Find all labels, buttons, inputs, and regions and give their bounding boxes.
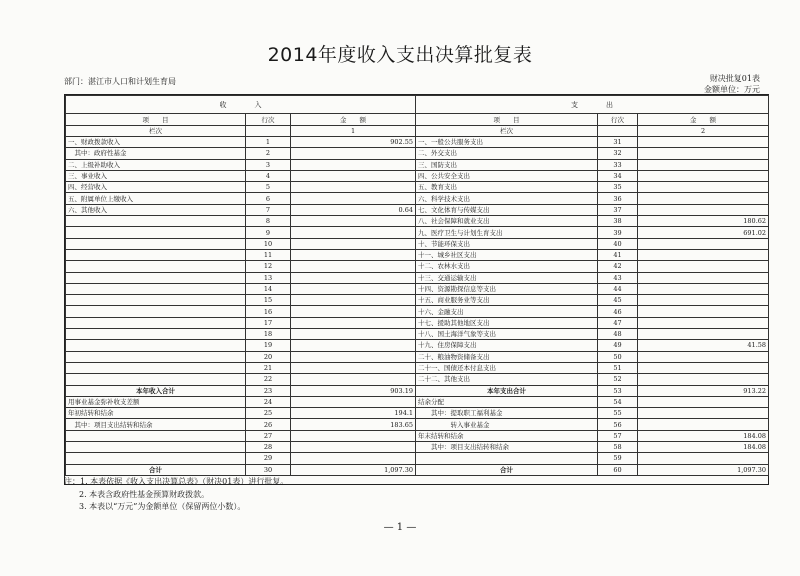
expenditure-row-item: 其中：项目支出结转和结余 [416,442,598,453]
income-row-amount [291,430,416,441]
expenditure-col-item: 项 目 [416,114,598,126]
expenditure-row-line: 35 [598,182,638,193]
income-row-item: 一、财政拨款收入 [66,137,246,148]
expenditure-col-index-value: 2 [638,126,769,137]
page-number: — 1 — [383,522,417,533]
budget-approval-table [64,94,769,485]
expenditure-row [416,182,769,193]
expenditure-row [416,137,769,148]
income-row-item [66,227,246,238]
income-row-item [66,442,246,453]
income-row-item [66,295,246,306]
income-row-line: 29 [246,453,291,464]
expenditure-row-amount [638,159,769,170]
expenditure-row-amount: 184.08 [638,430,769,441]
income-row [66,238,416,249]
expenditure-rows [416,137,769,476]
income-row-line: 28 [246,442,291,453]
income-row-line: 10 [246,238,291,249]
note-2: 2. 本表含政府性基金预算财政拨款。 [79,489,210,499]
expenditure-row-amount [638,408,769,419]
income-row [66,329,416,340]
income-row-amount [291,442,416,453]
expenditure-row-item: 二十一、国债还本付息支出 [416,362,598,373]
expenditure-row-item: 十三、交通运输支出 [416,272,598,283]
expenditure-row-amount: 184.08 [638,442,769,453]
income-row-item: 用事业基金弥补收支差额 [66,396,246,407]
income-row-line: 22 [246,374,291,385]
income-row-line: 7 [246,204,291,215]
expenditure-row-item: 合计 [416,464,598,475]
expenditure-table [415,95,769,476]
expenditure-row-item: 二十二、其他支出 [416,374,598,385]
expenditure-row-amount [638,148,769,159]
income-row [66,351,416,362]
income-row [66,362,416,373]
expenditure-row-item: 五、教育支出 [416,182,598,193]
expenditure-row-line: 39 [598,227,638,238]
expenditure-row-line: 36 [598,193,638,204]
expenditure-row-amount [638,419,769,430]
income-row-line: 14 [246,283,291,294]
expenditure-row [416,317,769,328]
income-col-amount: 金 额 [291,114,416,126]
expenditure-row [416,453,769,464]
expenditure-row-amount [638,137,769,148]
income-row-item [66,453,246,464]
income-row [66,317,416,328]
expenditure-row-item: 十一、城乡社区支出 [416,249,598,260]
expenditure-row-item: 十八、国土海洋气象等支出 [416,329,598,340]
income-row-line: 13 [246,272,291,283]
income-row-amount [291,216,416,227]
income-row [66,261,416,272]
expenditure-col-index-label: 栏次 [416,126,598,137]
income-row-line: 5 [246,182,291,193]
income-row-line: 15 [246,295,291,306]
income-row-item: 二、上级补助收入 [66,159,246,170]
income-row-line: 16 [246,306,291,317]
income-row-item [66,216,246,227]
income-row [66,453,416,464]
income-row [66,408,416,419]
income-row-line: 30 [246,464,291,475]
expenditure-row-line: 52 [598,374,638,385]
income-row-amount [291,283,416,294]
income-row-item: 三、事业收入 [66,170,246,181]
expenditure-row-item: 十六、金融支出 [416,306,598,317]
expenditure-row-item: 转入事业基金 [416,419,598,430]
expenditure-row [416,340,769,351]
expenditure-row [416,396,769,407]
expenditure-row-amount [638,182,769,193]
expenditure-row-amount [638,261,769,272]
expenditure-row-amount [638,374,769,385]
expenditure-row-amount: 691.02 [638,227,769,238]
expenditure-row-amount [638,272,769,283]
expenditure-row-item: 十、节能环保支出 [416,238,598,249]
expenditure-row-item: 六、科学技术支出 [416,193,598,204]
expenditure-row-amount [638,204,769,215]
income-row [66,464,416,475]
income-row-amount [291,453,416,464]
income-row-item [66,306,246,317]
income-row [66,430,416,441]
expenditure-row-line: 41 [598,249,638,260]
income-row-amount: 194.1 [291,408,416,419]
expenditure-row-line: 34 [598,170,638,181]
expenditure-row-line: 51 [598,362,638,373]
expenditure-header: 支 出 [416,96,769,114]
income-row-line: 8 [246,216,291,227]
expenditure-col-line: 行次 [598,114,638,126]
income-row-line: 4 [246,170,291,181]
expenditure-row [416,227,769,238]
expenditure-col-amount: 金 额 [638,114,769,126]
income-row-line: 21 [246,362,291,373]
expenditure-row-amount: 41.58 [638,340,769,351]
expenditure-row-item: 二、外交支出 [416,148,598,159]
income-row-line: 25 [246,408,291,419]
expenditure-row-amount [638,317,769,328]
income-row-amount: 1,097.30 [291,464,416,475]
expenditure-row-amount: 180.62 [638,216,769,227]
expenditure-row-amount: 913.22 [638,385,769,396]
income-row [66,306,416,317]
income-row-line: 3 [246,159,291,170]
expenditure-row-amount [638,238,769,249]
expenditure-row [416,170,769,181]
income-row-item [66,329,246,340]
expenditure-row-line: 37 [598,204,638,215]
income-row-line: 12 [246,261,291,272]
income-row-amount: 902.55 [291,137,416,148]
expenditure-row [416,329,769,340]
income-row-item [66,430,246,441]
income-row-item: 四、经营收入 [66,182,246,193]
income-row [66,182,416,193]
income-row [66,227,416,238]
income-row-amount [291,374,416,385]
amount-unit: 金额单位：万元 [704,85,760,94]
income-row-item [66,261,246,272]
expenditure-row-item: 十九、住房保障支出 [416,340,598,351]
income-row-item [66,374,246,385]
expenditure-row-line: 58 [598,442,638,453]
income-row-item: 年初结转和结余 [66,408,246,419]
income-row [66,295,416,306]
income-row-amount [291,238,416,249]
expenditure-row-line: 31 [598,137,638,148]
expenditure-row-item: 十四、资源勘探信息等支出 [416,283,598,294]
income-header: 收 入 [66,96,416,114]
department-label: 部门：湛江市人口和计划生育局 [64,77,176,86]
expenditure-row-item: 三、国防支出 [416,159,598,170]
income-row-item: 本年收入合计 [66,385,246,396]
expenditure-row-line: 33 [598,159,638,170]
income-row-item [66,283,246,294]
expenditure-row-item: 九、医疗卫生与计划生育支出 [416,227,598,238]
income-row-amount [291,261,416,272]
income-row-amount [291,193,416,204]
expenditure-row-item: 十五、商业服务业等支出 [416,295,598,306]
income-row [66,396,416,407]
income-col-index-label: 栏次 [66,126,246,137]
income-row-item: 五、附属单位上缴收入 [66,193,246,204]
income-row-line: 24 [246,396,291,407]
expenditure-row [416,295,769,306]
income-row-line: 20 [246,351,291,362]
expenditure-row [416,430,769,441]
expenditure-row-item: 年末结转和结余 [416,430,598,441]
expenditure-row [416,272,769,283]
income-row-item [66,249,246,260]
income-row-line: 11 [246,249,291,260]
income-rows [66,137,416,476]
expenditure-row-line: 48 [598,329,638,340]
income-row-amount [291,362,416,373]
expenditure-row-item [416,453,598,464]
expenditure-row-amount [638,306,769,317]
expenditure-row [416,419,769,430]
expenditure-row [416,464,769,475]
income-col-item: 项 目 [66,114,246,126]
income-row-amount [291,182,416,193]
expenditure-row [416,216,769,227]
income-table [65,95,416,476]
income-row-amount [291,159,416,170]
expenditure-row-line: 42 [598,261,638,272]
expenditure-row [416,408,769,419]
expenditure-row-line: 40 [598,238,638,249]
expenditure-row-item: 十二、农林水支出 [416,261,598,272]
expenditure-row [416,306,769,317]
expenditure-row-item: 其中：提取职工福利基金 [416,408,598,419]
expenditure-row-line: 56 [598,419,638,430]
income-row-item [66,362,246,373]
income-row [66,204,416,215]
income-row-amount [291,340,416,351]
income-col-index-value: 1 [291,126,416,137]
income-row-amount [291,272,416,283]
income-row-line: 18 [246,329,291,340]
page-title: 2014年度收入支出决算批复表 [267,44,533,66]
income-row-amount: 903.19 [291,385,416,396]
income-row [66,340,416,351]
expenditure-row-amount [638,295,769,306]
income-row [66,193,416,204]
income-row-amount [291,148,416,159]
expenditure-row-amount [638,396,769,407]
form-number: 财决批复01表 [709,74,760,83]
income-row-amount [291,396,416,407]
expenditure-col-index-line [598,126,638,137]
income-row-line: 19 [246,340,291,351]
income-row-line: 27 [246,430,291,441]
note-1: 注：1. 本表依据《收入支出决算总表》（财决01表）进行批复。 [64,477,289,486]
income-row-line: 1 [246,137,291,148]
expenditure-row-item: 本年支出合计 [416,385,598,396]
expenditure-row-amount [638,453,769,464]
income-row-amount: 183.65 [291,419,416,430]
expenditure-row [416,283,769,294]
income-row-amount [291,351,416,362]
income-row-item: 其中：项目支出结转和结余 [66,419,246,430]
expenditure-row-amount [638,193,769,204]
expenditure-row-amount [638,170,769,181]
expenditure-row-line: 53 [598,385,638,396]
income-row-amount [291,295,416,306]
income-row [66,170,416,181]
expenditure-row-amount [638,351,769,362]
income-row-item: 合计 [66,464,246,475]
expenditure-row-line: 43 [598,272,638,283]
expenditure-row [416,193,769,204]
income-row-amount [291,329,416,340]
income-row-line: 23 [246,385,291,396]
expenditure-row-amount [638,283,769,294]
income-row-item [66,340,246,351]
income-row-line: 6 [246,193,291,204]
expenditure-row [416,261,769,272]
expenditure-row [416,159,769,170]
income-row [66,283,416,294]
expenditure-row [416,351,769,362]
expenditure-row-line: 50 [598,351,638,362]
expenditure-row-line: 49 [598,340,638,351]
income-row-line: 26 [246,419,291,430]
income-row [66,148,416,159]
income-row-item [66,351,246,362]
expenditure-row-amount [638,329,769,340]
expenditure-row [416,238,769,249]
expenditure-row-line: 32 [598,148,638,159]
expenditure-row-item: 八、社会保障和就业支出 [416,216,598,227]
income-row-amount: 0.64 [291,204,416,215]
expenditure-row [416,442,769,453]
income-col-line: 行次 [246,114,291,126]
expenditure-row-amount [638,249,769,260]
expenditure-row-line: 38 [598,216,638,227]
income-row [66,216,416,227]
expenditure-row-line: 44 [598,283,638,294]
expenditure-row-line: 46 [598,306,638,317]
expenditure-row-line: 54 [598,396,638,407]
note-3: 3. 本表以“万元”为金额单位（保留两位小数）。 [79,502,246,511]
income-row-item [66,238,246,249]
expenditure-row [416,249,769,260]
income-row-amount [291,249,416,260]
income-row [66,374,416,385]
income-row [66,159,416,170]
expenditure-row-item: 四、公共安全支出 [416,170,598,181]
income-row-amount [291,170,416,181]
income-row-item: 其中：政府性基金 [66,148,246,159]
income-row-item [66,317,246,328]
income-row-amount [291,317,416,328]
expenditure-row-item: 一、一般公共服务支出 [416,137,598,148]
expenditure-row-line: 57 [598,430,638,441]
expenditure-row-line: 60 [598,464,638,475]
income-row-amount [291,306,416,317]
expenditure-row-item: 七、文化体育与传媒支出 [416,204,598,215]
income-row-amount [291,227,416,238]
expenditure-row-line: 55 [598,408,638,419]
expenditure-row [416,374,769,385]
income-row-line: 2 [246,148,291,159]
income-row-line: 9 [246,227,291,238]
income-row [66,249,416,260]
expenditure-row-line: 45 [598,295,638,306]
expenditure-row-line: 59 [598,453,638,464]
income-row [66,419,416,430]
income-row [66,385,416,396]
table-notes [64,476,288,514]
expenditure-row-item: 结余分配 [416,396,598,407]
income-row [66,137,416,148]
form-info [704,73,760,95]
expenditure-row-amount [638,362,769,373]
income-row-item [66,272,246,283]
expenditure-row [416,385,769,396]
expenditure-row-item: 十七、援助其他地区支出 [416,317,598,328]
expenditure-row-amount: 1,097.30 [638,464,769,475]
income-col-index-line [246,126,291,137]
expenditure-row [416,362,769,373]
expenditure-row-line: 47 [598,317,638,328]
income-row-item: 六、其他收入 [66,204,246,215]
expenditure-row [416,204,769,215]
income-row [66,272,416,283]
income-row-line: 17 [246,317,291,328]
expenditure-row-item: 二十、粮油物资储备支出 [416,351,598,362]
income-row [66,442,416,453]
expenditure-row [416,148,769,159]
